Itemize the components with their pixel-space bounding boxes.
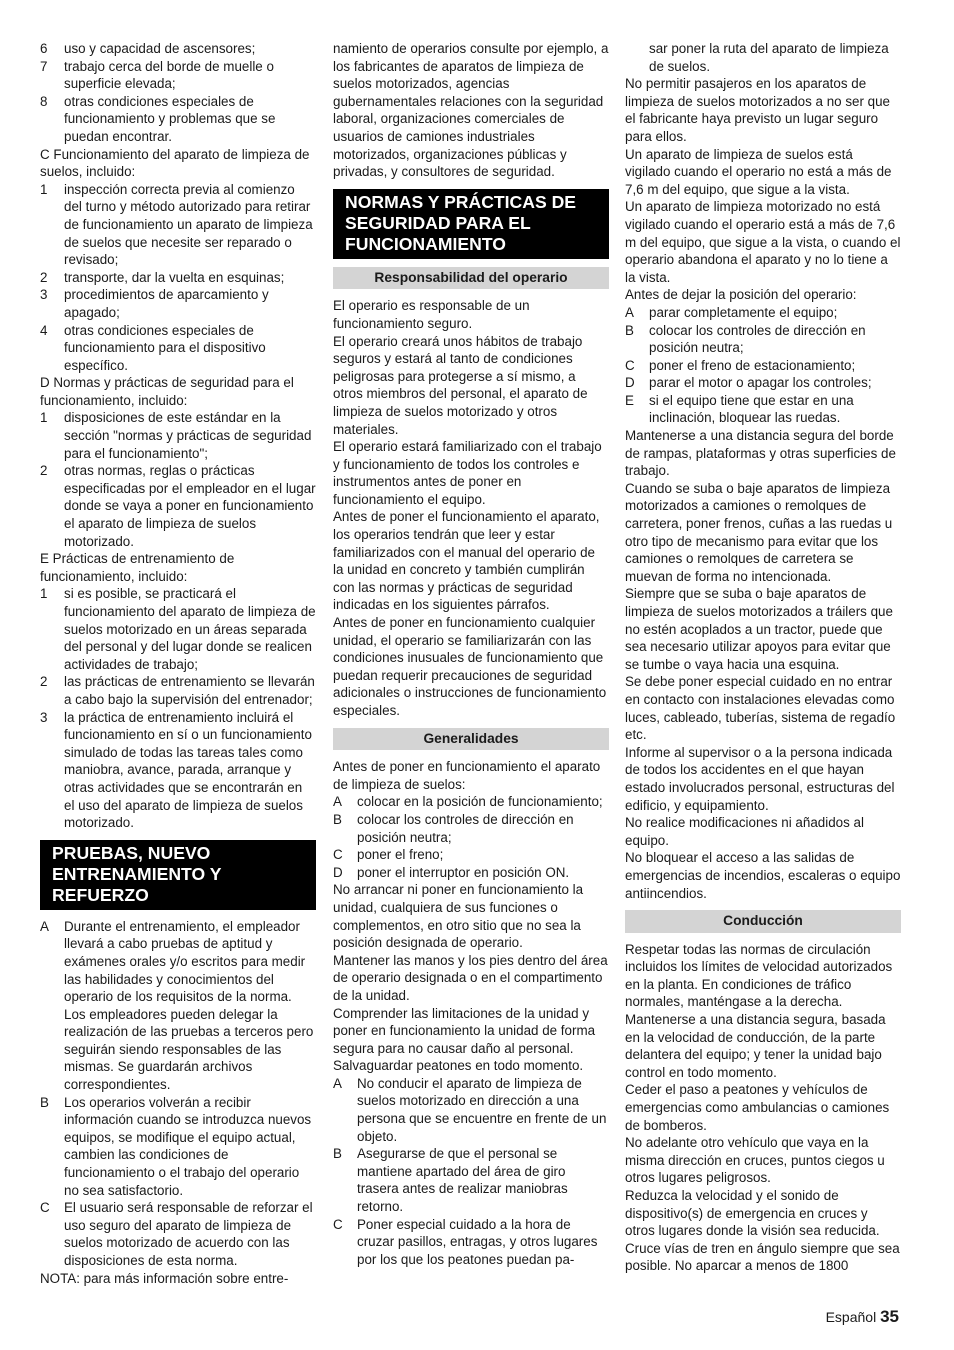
list-text: otras condiciones especiales de funcionamiento para el dispositivo específico. [64,322,266,373]
list-item [625,40,901,75]
list-marker: 6 [40,41,48,56]
column-right [625,40,901,1275]
list-group-heading: D Normas y prácticas de seguridad para el funcionamiento, incluido: [40,375,294,408]
list-text: las prácticas de entrenamiento se llevarán a cabo bajo la supervisión del entrenador; [64,674,315,707]
list-item [40,269,316,287]
paragraph: El operario es responsable de un funcionamiento seguro. [333,298,530,331]
section-heading: NORMAS Y PRÁCTICAS DE SEGURIDAD PARA EL FUNCIONAMIENTO [333,189,609,259]
paragraph: NOTA: para más información sobre entre- [40,1270,289,1286]
list-marker: 4 [40,322,48,338]
list-marker: C [333,1216,343,1232]
list-marker: A [333,794,342,810]
list-text: disposiciones de este estándar en la sección "normas y prácticas de seguridad para el funcionamiento"; [64,410,312,461]
list-marker: D [333,864,343,880]
footer-language: Español [825,1309,877,1325]
paragraph: Antes de poner en funcionamiento cualquier unidad, el operario se familiarizarán con las condiciones inusuales de funcionamiento que puedan requerir precauciones de seguridad adicionales o instrucciones de funcionamiento especiales. [333,615,607,718]
list-marker: B [40,1094,49,1110]
list-text: inspección correcta previa al comienzo del turno y método autorizado para retirar de funcionamiento un aparato de limpieza de suelos que necesite ser reparado o revisado; [64,181,313,268]
list-text: poner el freno de estacionamiento; [649,357,856,373]
list-marker: 1 [40,586,48,602]
list-item [40,673,316,708]
list-item [40,585,316,673]
paragraph: Un aparato de limpieza de suelos está vigilado cuando el operario no está a más de 7,6 m del equipo, que sigue a la vista. [625,146,892,197]
list-marker: D [625,375,635,391]
list-marker: A [625,304,634,320]
list-marker: A [333,1075,342,1091]
paragraph: Cuando se suba o baje aparatos de limpieza motorizados a camiones o remolques de carretera, poner frenos, cuñas a las ruedas u otro tipo de mecanismo para evitar que los camiones o remolques de carretera se muevan de forma no intencionada. [625,480,893,584]
list-group-heading: E Prácticas de entrenamiento de funcionamiento, incluido: [40,551,235,584]
list-text: procedimientos de aparcamiento y apagado; [64,287,269,320]
list-marker: 1 [40,410,48,426]
list-text: colocar los controles de dirección en posición neutra; [649,322,866,356]
paragraph: El operario estará familiarizado con el trabajo y funcionamiento de todos los controles e instrumentos antes de poner en funcionamiento el equipo. [333,439,602,507]
list-marker: E [625,392,634,408]
paragraph: No arrancar ni poner en funcionamiento la unidad, cualquiera de sus funciones o complementos, en otro sitio que no sea la posición designada de operario. [333,882,584,951]
list-item [40,1199,316,1269]
list-text: sar poner la ruta del aparato de limpieza de suelos. [649,41,889,74]
list-marker: C [40,1200,50,1216]
list-text: poner el freno; [357,847,444,863]
page-number: 35 [880,1307,899,1326]
paragraph: Reduzca la velocidad y el sonido de dispositivo(s) de emergencia en cruces y otros lugares donde la visión sea reducida. [625,1188,880,1239]
list-text: si el equipo tiene que estar en una inclinación, bloquear las ruedas. [649,392,854,426]
list-text: si es posible, se practicará el funcionamiento del aparato de limpieza de suelos motorizado en un áreas separada del personal y del lugar donde se realicen actividades de trabajo; [64,586,316,672]
paragraph: Se debe poner especial cuidado en no entrar en contacto con instalaciones elevadas como luces, cableado, tuberías, sistema de regadío etc. [625,674,896,743]
list-marker [625,40,649,75]
list-item [40,409,316,462]
list-marker: 1 [40,181,48,197]
list-marker: 8 [40,93,48,109]
list-text: otras condiciones especiales de funcionamiento y problemas que se puedan encontrar. [64,93,276,144]
list-item [40,286,316,321]
paragraph: Antes de poner en funcionamiento el aparato de limpieza de suelos: [333,759,601,792]
list-text: poner el interruptor en posición ON. [357,864,570,880]
paragraph: Un aparato de limpieza motorizado no está vigilado cuando el operario está a más de 7,6 m del equipo, que sigue a la vista, o cuando el operario abandona el aparato y no lo tiene a la vista. [625,199,901,285]
list-text: trabajo cerca del borde de muelle o superficie elevada; [64,58,274,92]
list-text: la práctica de entrenamiento incluirá el funcionamiento en sí o un funcionamiento simulado de todas las tareas tales como maniobra, avance, parada, arranque y otras actividades que se encontrarán en el uso del aparato de limpieza de suelos motorizado. [64,709,312,831]
paragraph: Informe al supervisor o a la persona indicada de todos los accidentes en el que hayan estado involucrados personal, estructuras del edificio, y equipamiento. [625,744,895,813]
list-text: parar el motor o apagar los controles; [649,375,872,391]
list-marker: 2 [40,674,48,690]
list-item [625,374,901,392]
paragraph: No realice modificaciones ni añadidos al equipo. [625,815,864,848]
list-item [333,1216,609,1269]
paragraph: Cruce vías de tren en ángulo siempre que sea posible. No aparcar a menos de 1800 [625,1240,900,1274]
list-text: No conducir el aparato de limpieza de suelos motorizado en dirección a una persona que se encuentre en frente de un objeto. [357,1075,607,1144]
list-item [333,846,609,864]
subsection-heading: Generalidades [333,728,609,751]
list-item [40,93,316,146]
list-text: uso y capacidad de ascensores; [64,41,256,56]
paragraph: Antes de dejar la posición del operario: [625,287,857,303]
list-text: parar completamente el equipo; [649,304,838,320]
list-item [625,357,901,375]
list-text: Asegurarse de que el personal se mantiene apartado del área de giro trasera antes de realizar maniobras retorno. [357,1146,568,1215]
list-item [333,811,609,846]
paragraph: Siempre que se suba o baje aparatos de limpieza de suelos motorizados a tráilers que no estén acoplados a un tractor, puede que sea necesario utilizar apoyos para evitar que se tumbe o vaya hacia una esquina. [625,586,893,672]
list-item [625,392,901,427]
list-marker: A [40,918,49,934]
list-item [40,40,316,58]
list-text: El usuario será responsable de reforzar el uso seguro del aparato de limpieza de suelos motorizado de acuerdo con las disposiciones de esta norma. [64,1200,313,1268]
list-marker: B [333,1146,342,1162]
list-marker: 3 [40,709,48,725]
list-marker: 2 [40,269,48,285]
column-left [40,40,316,1287]
list-item [40,462,316,550]
list-marker: 3 [40,287,48,303]
subsection-heading: Conducción [625,910,901,933]
list-item [333,1145,609,1215]
list-marker: C [333,847,343,863]
paragraph: Respetar todas las normas de circulación incluidos los límites de velocidad autorizados en la planta. En condiciones de tráfico normales, manténgase a la derecha. Mantenerse a una distancia segura, basada en la velocidad de conducción, de la parte delantera del equipo; y tener la unidad bajo control en todo momento. [625,941,893,1080]
list-marker: B [625,322,634,338]
list-marker: C [625,357,635,373]
paragraph: Ceder el paso a peatones y vehículos de emergencias como ambulancias o camiones de bomberos. [625,1082,890,1133]
section-heading: PRUEBAS, NUEVO ENTRENAMIENTO Y REFUERZO [40,840,316,910]
paragraph: No adelante otro vehículo que vaya en la misma dirección en cruces, puntos ciegos u otros lugares peligrosos. [625,1135,885,1186]
list-item [333,793,609,811]
list-item [625,304,901,322]
list-marker: 7 [40,58,48,74]
paragraph: No permitir pasajeros en los aparatos de limpieza de suelos motorizados a no ser que el fabricante haya previsto un lugar seguro para ellos. [625,76,890,144]
list-text: colocar los controles de dirección en posición neutra; [357,811,574,845]
subsection-heading: Responsabilidad del operario [333,267,609,290]
list-text: transporte, dar la vuelta en esquinas; [64,269,285,285]
paragraph: No bloquear el acceso a las salidas de emergencias de incendios, escaleras o equipo antiincendios. [625,850,901,901]
paragraph: Antes de poner el funcionamiento el aparato, los operarios tendrán que leer y estar familiarizados con el manual del operario de la unidad en concreto y también cumplirán con las normas y prácticas de seguridad indicadas en los siguientes párrafos. [333,509,600,613]
list-text: Durante el entrenamiento, el empleador llevará a cabo pruebas de aptitud y exámenes orales y/o escritos para medir las habilidades y conocimientos del operario de los requisitos de la norma. Los empleadores pueden delegar la realización de las pruebas a terceros pero seguirán siendo responsables de las mismas. Se guardarán archivos correspondientes. [64,918,314,1093]
paragraph: namiento de operarios consulte por ejemplo, a los fabricantes de aparatos de limpieza de suelos motorizados, agencias gubernamentales relaciones con la seguridad laboral, organizaciones comerciales de usuarios de camiones industriales motorizados, organizaciones públicas y privadas, y consultores de seguridad. [333,41,609,180]
list-item [40,918,316,1094]
list-marker: B [333,811,342,827]
paragraph: Mantener las manos y los pies dentro del área de operario designada o en el compartimento de la unidad. [333,952,608,1003]
column-middle [333,40,609,1268]
list-item [40,1094,316,1200]
list-item [40,181,316,269]
list-item [333,1075,609,1145]
list-text: Los operarios volverán a recibir información cuando se introduzca nuevos equipos, se modifique el equipo actual, cambien las condiciones de funcionamiento o el trabajo del operario no sea satisfactorio. [64,1094,312,1198]
paragraph: Mantenerse a una distancia segura del borde de rampas, plataformas y otras superficies de trabajo. [625,428,896,479]
list-marker: 2 [40,463,48,479]
list-text: otras normas, reglas o prácticas especificadas por el empleador en el lugar donde se vaya a poner en funcionamiento el aparato de limpieza de suelos motorizado. [64,463,316,549]
list-item [40,709,316,832]
list-item [40,322,316,375]
list-text: Poner especial cuidado a la hora de cruzar pasillos, entragas, y otros lugares por los que los peatones puedan pa- [357,1216,598,1267]
list-item [40,58,316,93]
paragraph: El operario creará unos hábitos de trabajo seguros y estará al tanto de condiciones peligrosas para protegerse a sí mismo, a otros miembros del personal, el aparato de limpieza de suelos motorizado y otros materiales. [333,333,588,437]
paragraph: Comprender las limitaciones de la unidad y poner en funcionamiento la unidad de forma segura para no causar daño al personal. Salvaguardar peatones en todo momento. [333,1005,596,1074]
page-footer [826,1307,899,1327]
list-group-heading: C Funcionamiento del aparato de limpieza de suelos, incluido: [40,146,310,180]
list-item [625,322,901,357]
list-item [333,864,609,882]
list-text: colocar en la posición de funcionamiento; [357,794,603,810]
